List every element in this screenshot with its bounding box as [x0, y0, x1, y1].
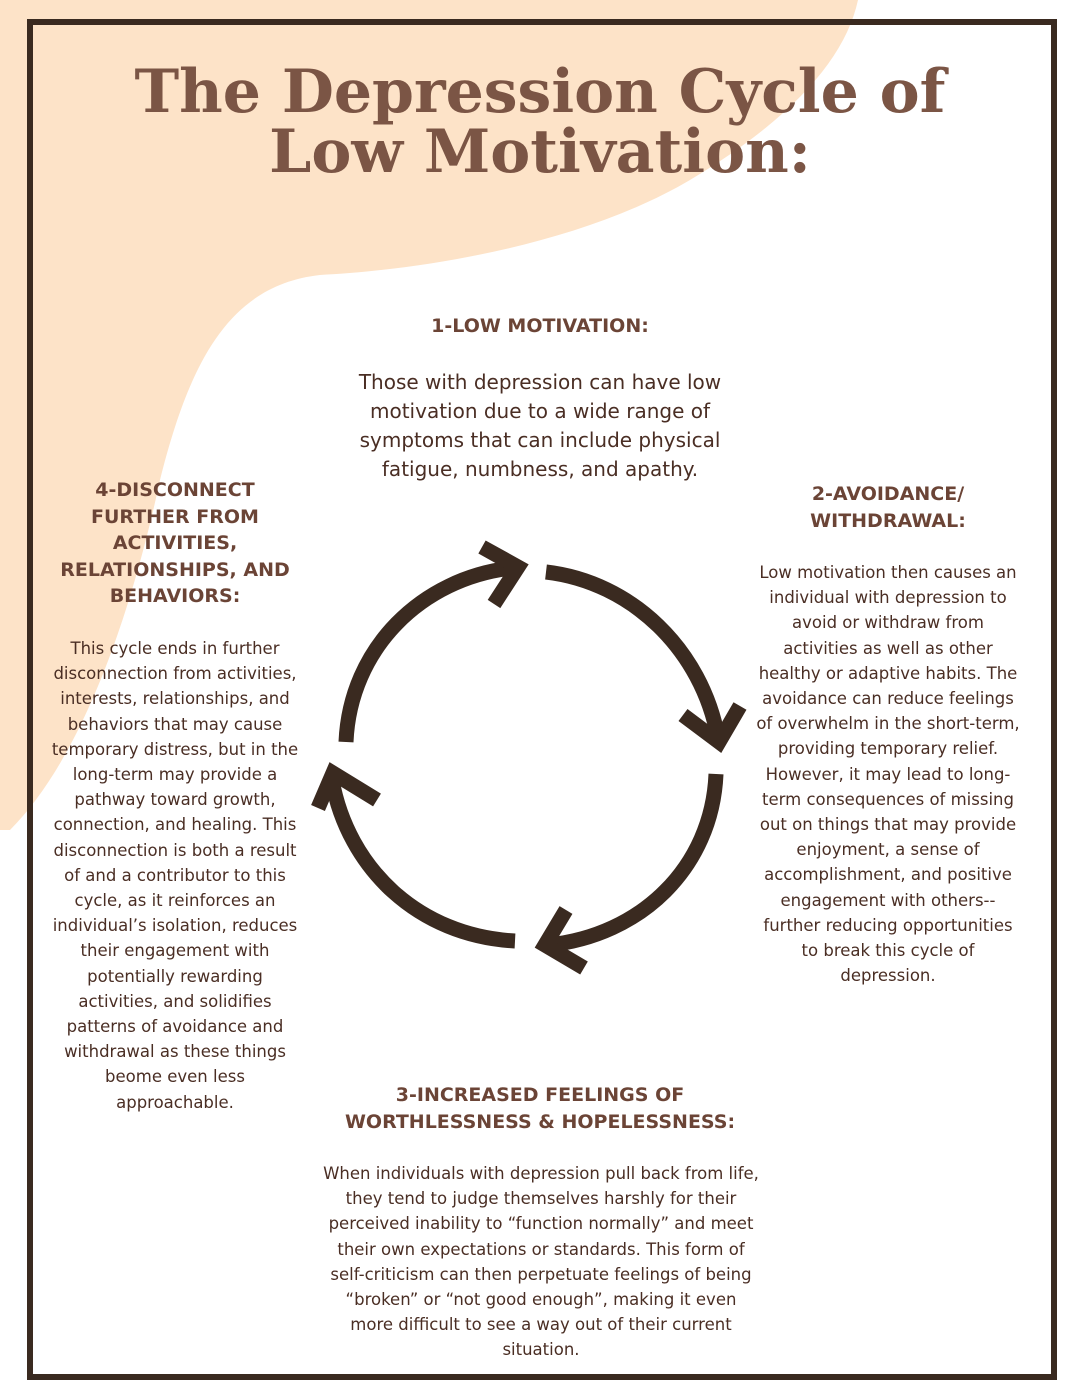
cycle-arc-3-to-4: [332, 780, 515, 941]
step-3-heading: 3-INCREASED FEELINGS OF WORTHLESSNESS & HOPELESSNESS:: [344, 1084, 736, 1133]
step-3-text: When individuals with depression pull back from life, they tend to judge themselves harshly for their perceived inability to “function normally” and meet their own expectations or standards. This form of self-criticism can then perpetuate feelings of being “broken” or “not good enough”, making it even more difficult to see a way out of their current situation.: [323, 1164, 759, 1360]
step-4-text: This cycle ends in further disconnection from activities, interests, relationships, and behaviors that may cause temporary distress, but in the long-term may provide a pathway toward growth, connection, and healing. This disconnection is both a result of and a contributor to this cycle, as it reinforces an individual’s isolation, reduces their engagement with potentially rewarding activities, and solidifies patterns of avoidance and withdrawal as these things beome even less approachable.: [51, 639, 299, 1112]
step-1-heading: 1-LOW MOTIVATION:: [431, 315, 649, 337]
cycle-arc-2-to-3: [548, 774, 716, 945]
step-1-text: Those with depression can have low motivation due to a wide range of symptoms that can include physical fatigue, numbness, and apathy.: [358, 370, 722, 481]
title-line-2: Low Motivation:: [269, 117, 811, 187]
step-4-heading: 4-DISCONNECT FURTHER FROM ACTIVITIES, RELATIONSHIPS, AND BEHAVIORS:: [60, 479, 290, 607]
step-2-heading: 2-AVOIDANCE/ WITHDRAWAL:: [810, 483, 966, 532]
cycle-diagram: [300, 530, 770, 980]
title-line-1: The Depression Cycle of: [134, 57, 946, 127]
page-title: [0, 57, 1080, 187]
step-2-text: Low motivation then causes an individual with depression to avoid or withdraw from activities as well as other healthy or adaptive habits. The avoidance can reduce feelings of overwhelm in the short-term, providing temporary relief. However, it may lead to long-term consequences of missing out on things that may provide enjoyment, a sense of accomplishment, and positive engagement with others-- further reducing opportunities to break this cycle of depression.: [756, 563, 1020, 986]
cycle-arc-4-to-1: [346, 568, 512, 742]
cycle-arrowhead-4: [318, 773, 377, 808]
